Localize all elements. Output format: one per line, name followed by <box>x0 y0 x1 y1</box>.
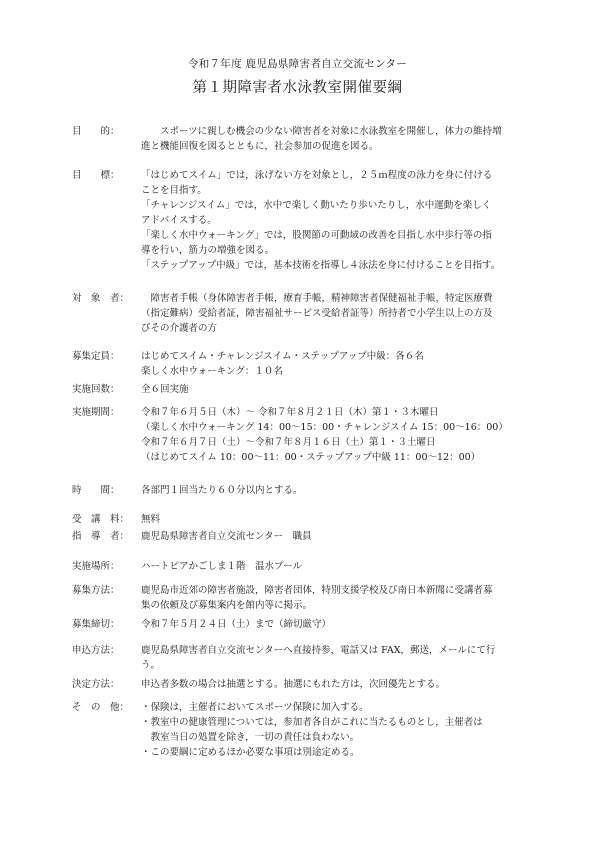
content-line: 鹿児島市近郊の障害者施設，障害者団体，特別支援学校及び南日本新聞に受講者募 <box>141 585 493 596</box>
section-content <box>141 512 531 527</box>
content-line: 「チャレンジスイム」では，水中で楽しく動いたり歩いたりし，水中運動を楽しく <box>141 200 492 211</box>
content-line: 各部門１回当たり６０分以内とする。 <box>141 485 303 496</box>
content-line: 令和７年５月２４日（土）まで（締切厳守） <box>141 619 332 630</box>
content-line: ・この要綱に定めるほか必要な事項は別途定める。 <box>141 747 360 758</box>
content-line: （はじめてスイム 10：00～11：00・ステップアップ中級 11：00～12：00） <box>141 452 481 463</box>
section-content <box>141 483 531 498</box>
document-title: 第１期障害者水泳教室開催要綱 <box>192 80 403 96</box>
content-line: びその介護者の方 <box>141 323 218 334</box>
section-label: 目 標： <box>72 170 120 181</box>
content-line: （楽しく水中ウォーキング 14：00～15：00・チャレンジスイム 15：00～16：00） <box>141 422 508 433</box>
content-line: 無料 <box>141 514 161 525</box>
section-content <box>141 700 531 760</box>
section-label: 実施場所： <box>72 561 120 572</box>
content-line: う。 <box>141 660 161 671</box>
section-content <box>141 559 531 574</box>
content-line: 「楽しく水中ウォーキング」では，股関節の可動域の改善を目指し水中歩行等の指 <box>141 230 492 241</box>
section-content <box>141 617 531 632</box>
content-line: スポーツに親しむ機会の少ない障害者を対象に水泳教室を開催し，体力の維持増 <box>141 126 502 137</box>
content-line: 全６回実施 <box>141 384 189 395</box>
section-label: そ の 他： <box>72 702 130 713</box>
content-line: 令和７年６月７日（土）～令和７年８月１６日（土）第１・３土曜日 <box>141 437 436 448</box>
section-label: 対 象 者： <box>72 293 130 304</box>
section-content <box>141 677 531 692</box>
content-line: ハートピアかごしま１階 温水プール <box>141 561 303 572</box>
section-label: 実施回数： <box>72 384 120 395</box>
content-line: 楽しく水中ウォーキング：１０名 <box>141 366 283 377</box>
content-line: ・保険は，主催者においてスポーツ保険に加入する。 <box>141 702 369 713</box>
section-label: 時 間： <box>72 485 120 496</box>
section-content <box>141 382 531 397</box>
section-label: 目 的： <box>72 126 120 137</box>
content-line: 申込者多数の場合は抽選とする。抽選にもれた方は，次回優先とする。 <box>141 679 446 690</box>
content-line: 導を行い，筋力の増強を図る。 <box>141 245 275 256</box>
section-content <box>141 583 531 613</box>
section-content <box>141 168 531 273</box>
content-line: ことを目指す。 <box>141 185 207 196</box>
content-line: 鹿児島県障害者自立交流センター 職員 <box>141 531 312 542</box>
section-label: 募集締切： <box>72 619 120 630</box>
section-label: 決定方法： <box>72 679 120 690</box>
section-content <box>141 291 531 336</box>
section-content <box>141 405 531 465</box>
content-line: 進と機能回復を図るとともに，社会参加の促進を図る。 <box>141 141 379 152</box>
content-line: ・教室中の健康管理については，参加者各自がこれに当たるものとし，主催者は <box>141 717 483 728</box>
section-label: 指 導 者： <box>72 531 130 542</box>
section-label: 実施期間： <box>72 407 120 418</box>
section-content <box>141 529 531 544</box>
section-label: 申込方法： <box>72 645 120 656</box>
content-line: 障害者手帳（身体障害者手帳，療育手帳，精神障害者保健福祉手帳，特定医療費 <box>141 293 493 304</box>
section-label: 受 講 料： <box>72 514 130 525</box>
content-line: 「ステップアップ中級」では，基本技術を指導し４泳法を身に付けることを目指す。 <box>141 260 501 271</box>
content-line: 「はじめてスイム」では，泳げない方を対象とし，２５ｍ程度の泳力を身に付ける <box>141 170 493 181</box>
content-line: 令和７年６月５日（木）～ 令和７年８月２１日（木）第１・３木曜日 <box>141 407 439 418</box>
section-content <box>141 349 531 379</box>
section-content <box>141 643 531 673</box>
content-line: 教室当日の処置を除き，一切の責任は負わない。 <box>141 732 360 743</box>
content-line: （指定難病）受給者証，障害福祉サービス受給者証等）所持者で小学生以上の方及 <box>141 308 493 319</box>
section-label: 募集方法： <box>72 585 120 596</box>
section-content <box>141 124 531 154</box>
content-line: 集の依頼及び募集案内を館内等に掲示。 <box>141 600 313 611</box>
content-line: はじめてスイム・チャレンジスイム・ステップアップ中級：各６名 <box>141 351 424 362</box>
section-label: 募集定員： <box>72 351 120 362</box>
content-line: アドバイスする。 <box>141 215 217 226</box>
content-line: 鹿児島県障害者自立交流センターへ直接持参，電話又は FAX，郵送，メールにて行 <box>141 645 496 656</box>
document-subtitle: 令和７年度 鹿児島県障害者自立交流センター <box>187 58 408 70</box>
